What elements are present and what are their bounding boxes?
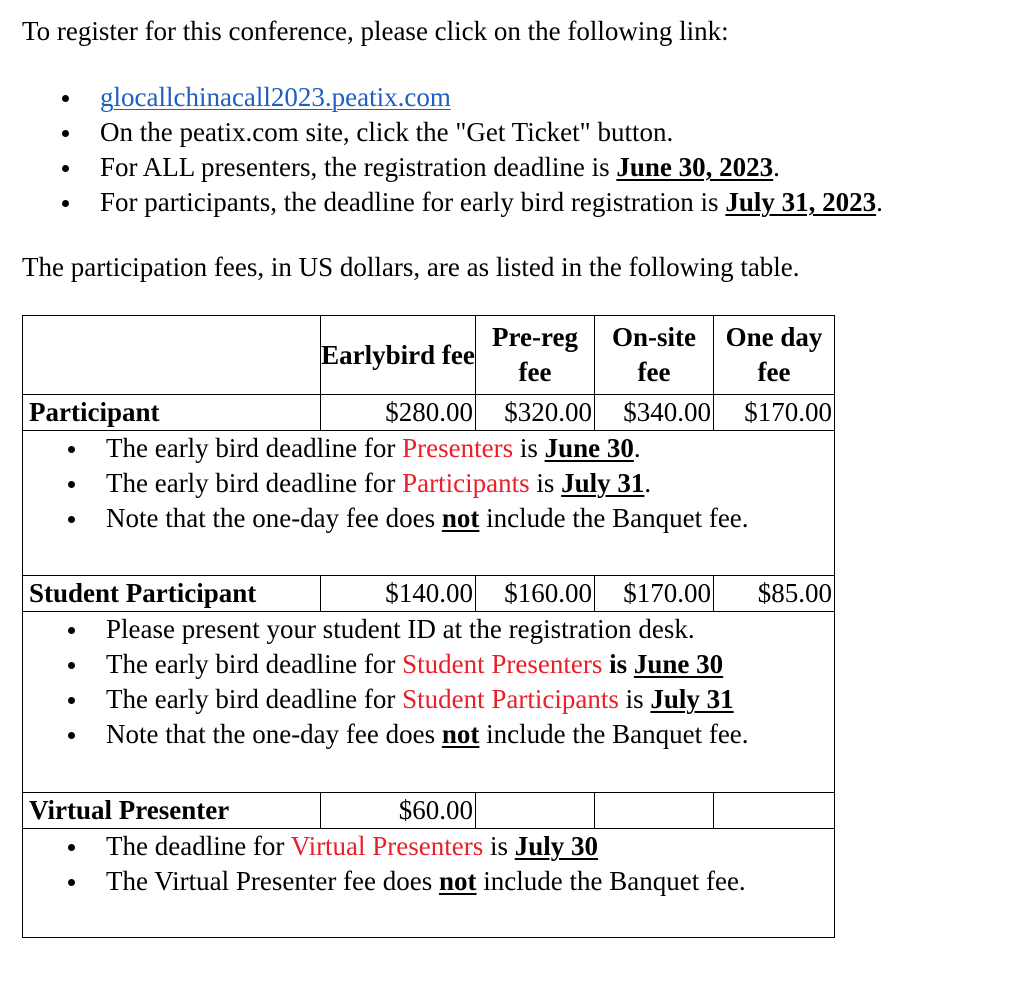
note-text: is <box>618 684 651 714</box>
note-text: The early bird deadline for <box>106 433 403 463</box>
table-header-row <box>23 316 835 395</box>
note-text: is <box>483 831 515 861</box>
list-item <box>23 717 834 752</box>
list-item <box>22 185 883 220</box>
highlight-text: Presenters <box>402 433 514 463</box>
table-row <box>23 576 835 612</box>
registration-intro: To register for this conference, please click on the following link: <box>22 16 729 46</box>
participant-earlybird: $280.00 <box>321 395 476 431</box>
list-item <box>22 80 883 115</box>
note-text: The deadline for <box>106 831 291 861</box>
participants-deadline-date: July 31, 2023 <box>725 187 877 217</box>
student-earlybird: $140.00 <box>321 576 476 612</box>
note-text: is <box>602 649 634 679</box>
deadline-date: July 31 <box>650 684 734 714</box>
participant-label: Participant <box>23 395 321 431</box>
registration-link[interactable]: glocallchinacall2023.peatix.com <box>100 82 451 112</box>
note-text: include the Banquet fee. <box>479 503 749 533</box>
virtual-onsite <box>595 793 714 829</box>
note-text: is <box>513 433 545 463</box>
participant-oneday: $170.00 <box>714 395 835 431</box>
punctuation: . <box>773 152 780 182</box>
student-oneday: $85.00 <box>714 576 835 612</box>
table-row <box>23 829 835 938</box>
virtual-label: Virtual Presenter <box>23 793 321 829</box>
presenters-deadline-date: June 30, 2023 <box>616 152 774 182</box>
virtual-notes-list <box>23 829 834 899</box>
fees-intro: The participation fees, in US dollars, are as listed in the following table. <box>22 252 800 282</box>
punctuation: . <box>633 433 641 463</box>
participant-prereg: $320.00 <box>476 395 595 431</box>
virtual-oneday <box>714 793 835 829</box>
deadline-date: June 30 <box>544 433 634 463</box>
virtual-earlybird: $60.00 <box>321 793 476 829</box>
presenters-deadline-text: For ALL presenters, the registration deadline is <box>100 152 617 182</box>
empty-header-cell <box>23 316 321 395</box>
list-item <box>22 150 883 185</box>
highlight-text: Student Participants <box>402 684 619 714</box>
header-oneday: One day fee <box>714 316 835 395</box>
punctuation: . <box>876 187 883 217</box>
emphasis-text: not <box>441 719 480 749</box>
emphasis-text: not <box>441 503 480 533</box>
note-text: include the Banquet fee. <box>476 866 746 896</box>
list-item <box>23 431 834 466</box>
list-item <box>23 647 834 682</box>
participants-deadline-text: For participants, the deadline for early bird registration is <box>100 187 726 217</box>
list-item <box>23 466 834 501</box>
participant-notes-list <box>23 431 834 536</box>
student-prereg: $160.00 <box>476 576 595 612</box>
fees-table <box>22 315 835 938</box>
highlight-text: Participants <box>402 468 530 498</box>
note-text: Note that the one-day fee does <box>106 503 442 533</box>
deadline-date: July 30 <box>514 831 599 861</box>
note-text: The early bird deadline for <box>106 468 403 498</box>
header-earlybird: Earlybird fee <box>321 316 476 395</box>
student-onsite: $170.00 <box>595 576 714 612</box>
note-text: The early bird deadline for <box>106 684 403 714</box>
deadline-date: July 31 <box>561 468 645 498</box>
virtual-prereg <box>476 793 595 829</box>
list-item <box>23 829 834 864</box>
highlight-text: Student Presenters <box>402 649 603 679</box>
table-row <box>23 395 835 431</box>
note-text: include the Banquet fee. <box>479 719 749 749</box>
header-onsite: On-site fee <box>595 316 714 395</box>
note-text: The Virtual Presenter fee does <box>106 866 440 896</box>
list-item <box>23 864 834 899</box>
highlight-text: Virtual Presenters <box>290 831 484 861</box>
list-item: Please present your student ID at the registration desk. <box>23 612 834 647</box>
participant-onsite: $340.00 <box>595 395 714 431</box>
student-label: Student Participant <box>23 576 321 612</box>
table-row <box>23 793 835 829</box>
note-text: The early bird deadline for <box>106 649 403 679</box>
student-notes-list <box>23 612 834 752</box>
deadline-date: June 30 <box>633 649 724 679</box>
table-row <box>23 431 835 576</box>
note-text: Note that the one-day fee does <box>106 719 442 749</box>
registration-steps-list <box>22 80 883 220</box>
participant-notes <box>23 431 835 576</box>
list-item <box>23 682 834 717</box>
punctuation: . <box>644 468 652 498</box>
header-prereg: Pre-reg fee <box>476 316 595 395</box>
emphasis-text: not <box>439 866 477 896</box>
table-row <box>23 612 835 793</box>
list-item: On the peatix.com site, click the "Get Ticket" button. <box>22 115 883 150</box>
student-notes <box>23 612 835 793</box>
list-item <box>23 501 834 536</box>
note-text: is <box>529 468 562 498</box>
virtual-notes <box>23 829 835 938</box>
